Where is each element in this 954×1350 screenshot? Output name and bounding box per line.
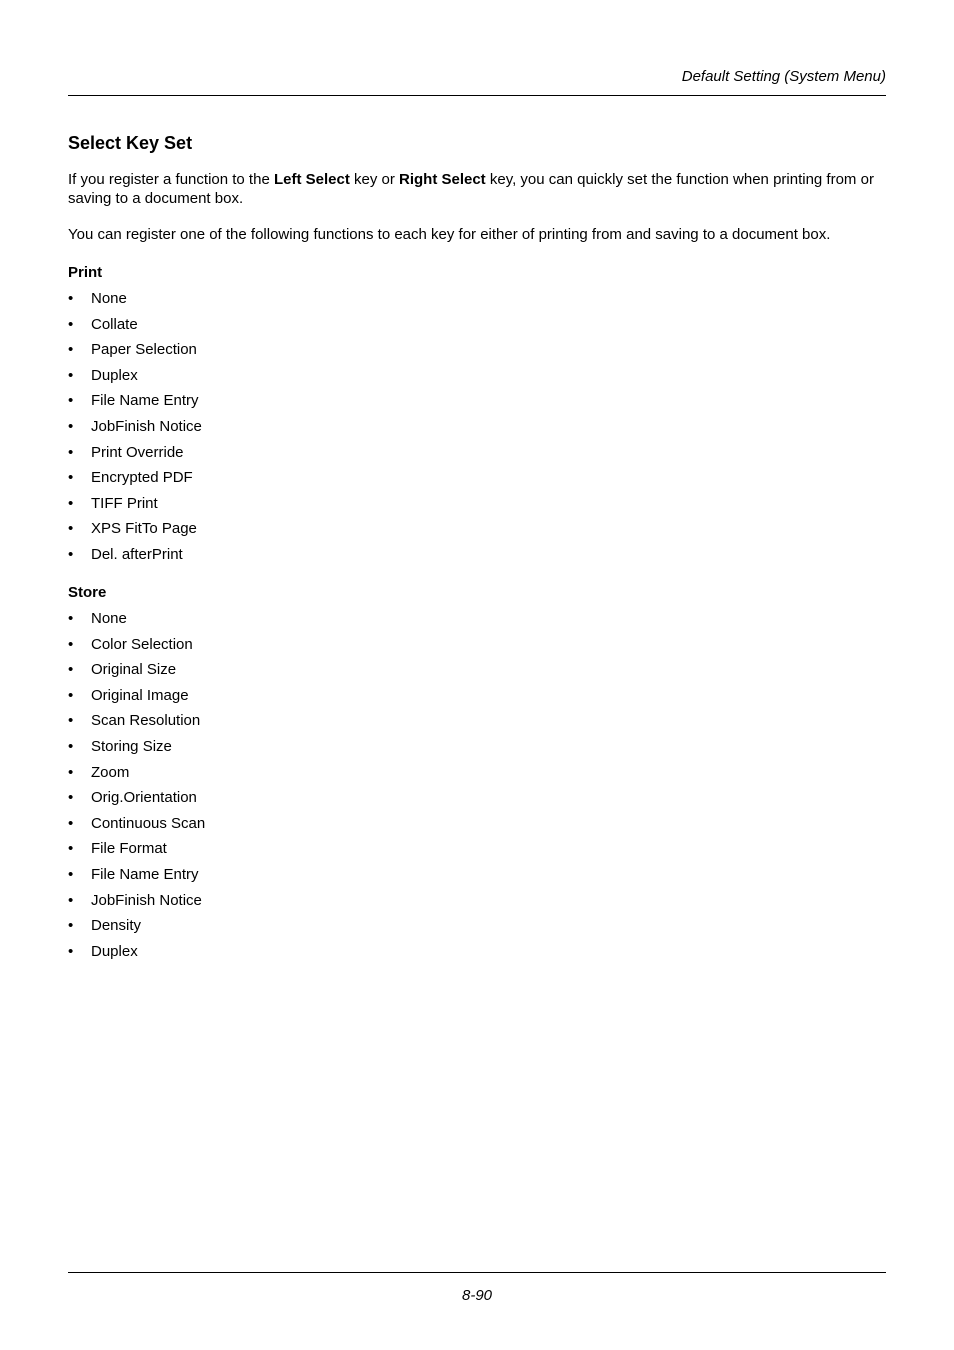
list-item-label: File Format bbox=[91, 840, 167, 858]
bullet-icon: • bbox=[68, 686, 74, 704]
list-item-label: XPS FitTo Page bbox=[91, 520, 197, 538]
list-item bbox=[68, 939, 205, 965]
bullet-icon: • bbox=[68, 610, 74, 627]
list-item bbox=[68, 811, 205, 837]
intro-text-2: key or bbox=[349, 171, 399, 188]
bullet-icon: • bbox=[68, 737, 74, 755]
bullet-icon: • bbox=[68, 341, 74, 359]
running-header: Default Setting (System Menu) bbox=[681, 68, 886, 85]
bullet-icon: • bbox=[68, 917, 74, 935]
store-function-list bbox=[68, 606, 205, 964]
list-item bbox=[68, 363, 202, 389]
bullet-icon: • bbox=[68, 840, 74, 858]
bullet-icon: • bbox=[68, 865, 74, 883]
right-select-key-label: Right Select bbox=[399, 171, 486, 188]
list-item-label: Original Size bbox=[91, 661, 177, 679]
bullet-icon: • bbox=[68, 661, 74, 679]
list-item bbox=[68, 440, 202, 466]
page-number: 8-90 bbox=[461, 1287, 493, 1304]
bullet-icon: • bbox=[68, 366, 74, 384]
list-item-label: TIFF Print bbox=[91, 494, 158, 512]
list-item-label: Color Selection bbox=[91, 635, 193, 653]
list-item bbox=[68, 606, 205, 632]
print-heading: Print bbox=[68, 264, 103, 281]
list-item-label: Collate bbox=[91, 315, 138, 333]
list-item bbox=[68, 632, 205, 658]
bullet-icon: • bbox=[68, 520, 74, 538]
list-item bbox=[68, 337, 202, 363]
left-select-key-label: Left Select bbox=[273, 171, 350, 188]
list-item bbox=[68, 657, 205, 683]
list-item-label: Del. afterPrint bbox=[91, 545, 183, 563]
list-item-label: Duplex bbox=[91, 366, 138, 384]
register-paragraph: You can register one of the following functions to each key for either of printing from and saving to a document box. bbox=[68, 226, 831, 243]
list-item-label: File Name Entry bbox=[91, 392, 199, 410]
list-item-label: File Name Entry bbox=[91, 865, 199, 883]
list-item-label: Density bbox=[91, 917, 142, 935]
bullet-icon: • bbox=[68, 789, 74, 807]
bullet-icon: • bbox=[68, 469, 74, 487]
intro-text-3: key, you can quickly set the function when printing from or saving to a document box. bbox=[68, 171, 874, 207]
bullet-icon: • bbox=[68, 635, 74, 653]
list-item-label: None bbox=[91, 610, 127, 627]
bullet-icon: • bbox=[68, 443, 74, 461]
bullet-icon: • bbox=[68, 545, 74, 563]
list-item bbox=[68, 708, 205, 734]
list-item-label: Print Override bbox=[91, 443, 184, 461]
list-item bbox=[68, 836, 205, 862]
bullet-icon: • bbox=[68, 392, 74, 410]
print-function-list bbox=[68, 286, 202, 568]
list-item-label: Encrypted PDF bbox=[91, 469, 193, 487]
bullet-icon: • bbox=[68, 942, 74, 960]
bullet-icon: • bbox=[68, 814, 74, 832]
list-item bbox=[68, 312, 202, 338]
list-item bbox=[68, 683, 205, 709]
bullet-icon: • bbox=[68, 290, 74, 307]
bullet-icon: • bbox=[68, 712, 74, 730]
list-item-label: JobFinish Notice bbox=[91, 417, 202, 435]
list-item bbox=[68, 760, 205, 786]
intro-text-1: If you register a function to the bbox=[68, 171, 274, 188]
list-item bbox=[68, 414, 202, 440]
list-item bbox=[68, 785, 205, 811]
list-item-label: Storing Size bbox=[91, 737, 172, 755]
bullet-icon: • bbox=[68, 891, 74, 909]
bullet-icon: • bbox=[68, 494, 74, 512]
intro-paragraph bbox=[68, 170, 886, 208]
list-item bbox=[68, 542, 202, 568]
bullet-icon: • bbox=[68, 417, 74, 435]
list-item bbox=[68, 516, 202, 542]
list-item-label: Original Image bbox=[91, 686, 189, 704]
list-item-label: Paper Selection bbox=[91, 341, 197, 359]
list-item bbox=[68, 465, 202, 491]
list-item bbox=[68, 491, 202, 517]
list-item bbox=[68, 913, 205, 939]
list-item-label: JobFinish Notice bbox=[91, 891, 202, 909]
bullet-icon: • bbox=[68, 763, 74, 781]
list-item bbox=[68, 888, 205, 914]
list-item-label: Continuous Scan bbox=[91, 814, 206, 832]
header-divider bbox=[68, 95, 886, 96]
list-item-label: Orig.Orientation bbox=[91, 789, 197, 807]
list-item bbox=[68, 862, 205, 888]
list-item bbox=[68, 388, 202, 414]
store-heading: Store bbox=[68, 584, 107, 601]
footer-divider bbox=[68, 1272, 886, 1273]
list-item-label: Duplex bbox=[91, 942, 138, 960]
list-item-label: Scan Resolution bbox=[91, 712, 201, 730]
section-title: Select Key Set bbox=[68, 133, 193, 153]
list-item bbox=[68, 286, 202, 312]
list-item-label: None bbox=[91, 290, 127, 307]
list-item-label: Zoom bbox=[91, 763, 130, 781]
list-item bbox=[68, 734, 205, 760]
bullet-icon: • bbox=[68, 315, 74, 333]
